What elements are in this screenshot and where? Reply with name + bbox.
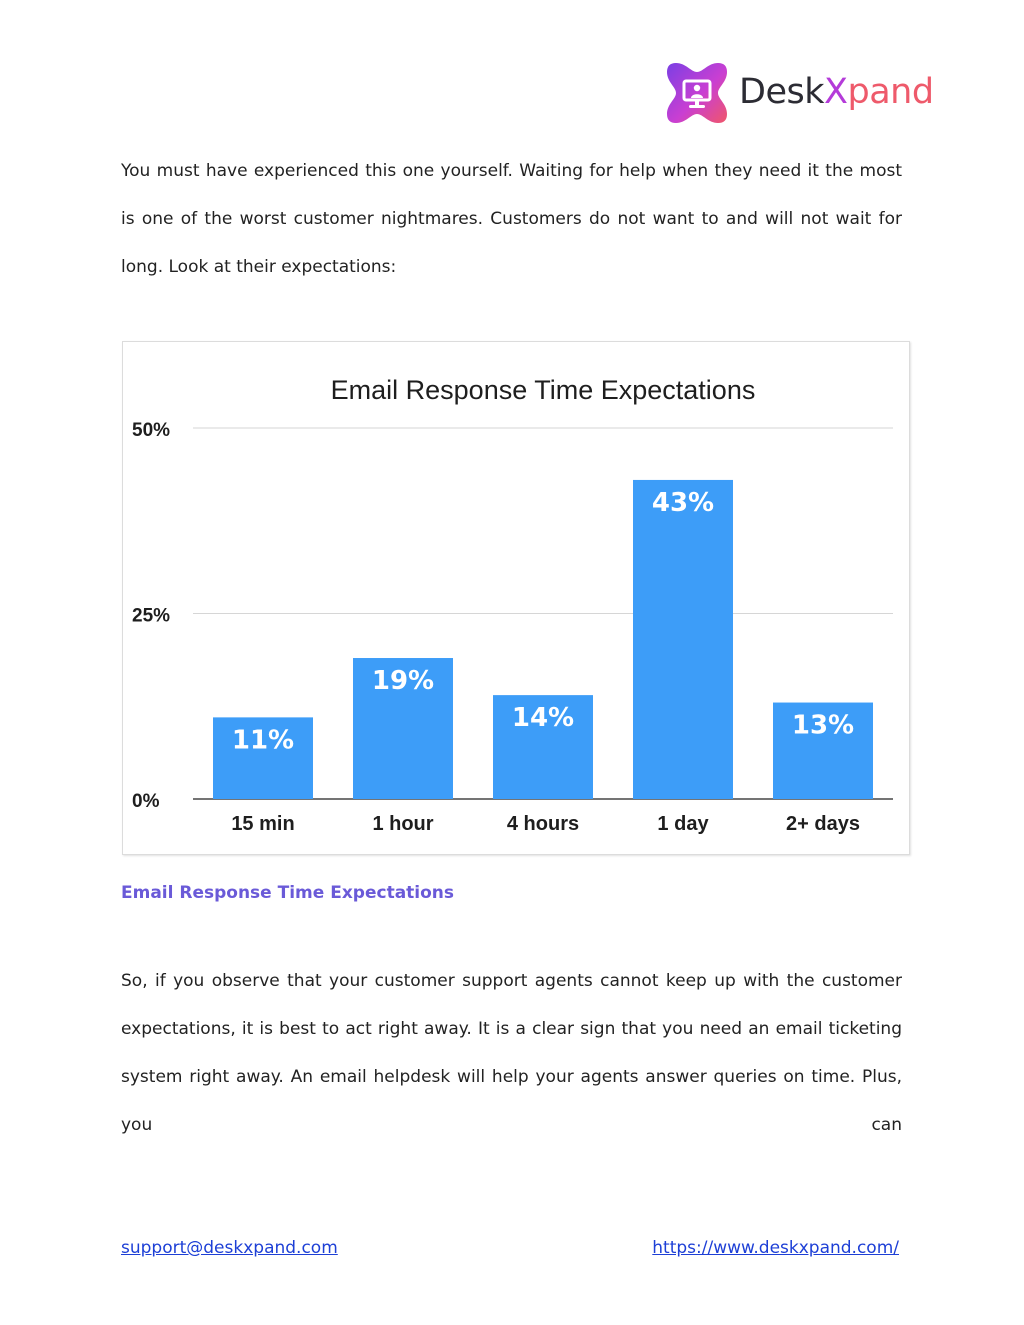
support-email-link[interactable]: support@deskxpand.com	[121, 1238, 338, 1258]
x-category-label: 1 day	[657, 813, 709, 835]
monitor-person-icon	[664, 60, 730, 126]
bar-chart	[122, 341, 910, 855]
x-category-label: 2+ days	[786, 813, 860, 835]
x-category-label: 15 min	[231, 813, 295, 835]
bar-data-label: 11%	[231, 725, 295, 756]
bar-data-label: 14%	[511, 703, 575, 734]
bar-data-label: 43%	[651, 487, 715, 518]
bar-data-label: 13%	[791, 710, 855, 741]
chart-caption: Email Response Time Expectations	[121, 883, 455, 903]
website-link[interactable]: https://www.deskxpand.com/	[652, 1238, 899, 1258]
y-tick-label: 50%	[132, 420, 171, 441]
y-tick-label: 0%	[132, 791, 160, 812]
bar-data-label: 19%	[371, 666, 435, 697]
intro-paragraph: You must have experienced this one yourself. Waiting for help when they need it the most is one of the worst customer nightmares. Customers do not want to and will not wait for long. Look at their expectations:	[121, 161, 902, 277]
bar	[633, 480, 733, 799]
y-tick-label: 25%	[132, 605, 171, 627]
x-category-label: 1 hour	[372, 813, 434, 835]
brand-logo	[664, 60, 944, 130]
x-category-label: 4 hours	[506, 813, 580, 835]
chart-canvas	[123, 342, 909, 854]
body-paragraph: So, if you observe that your customer support agents cannot keep up with the customer expectations, it is best to act right away. It is a clear sign that you need an email ticketing system right away. An email helpdesk will help your agents answer queries on time. Plus, you can	[121, 971, 902, 1135]
chart-title: Email Response Time Expectations	[330, 375, 756, 405]
brand-name: DeskXpand	[739, 72, 934, 112]
